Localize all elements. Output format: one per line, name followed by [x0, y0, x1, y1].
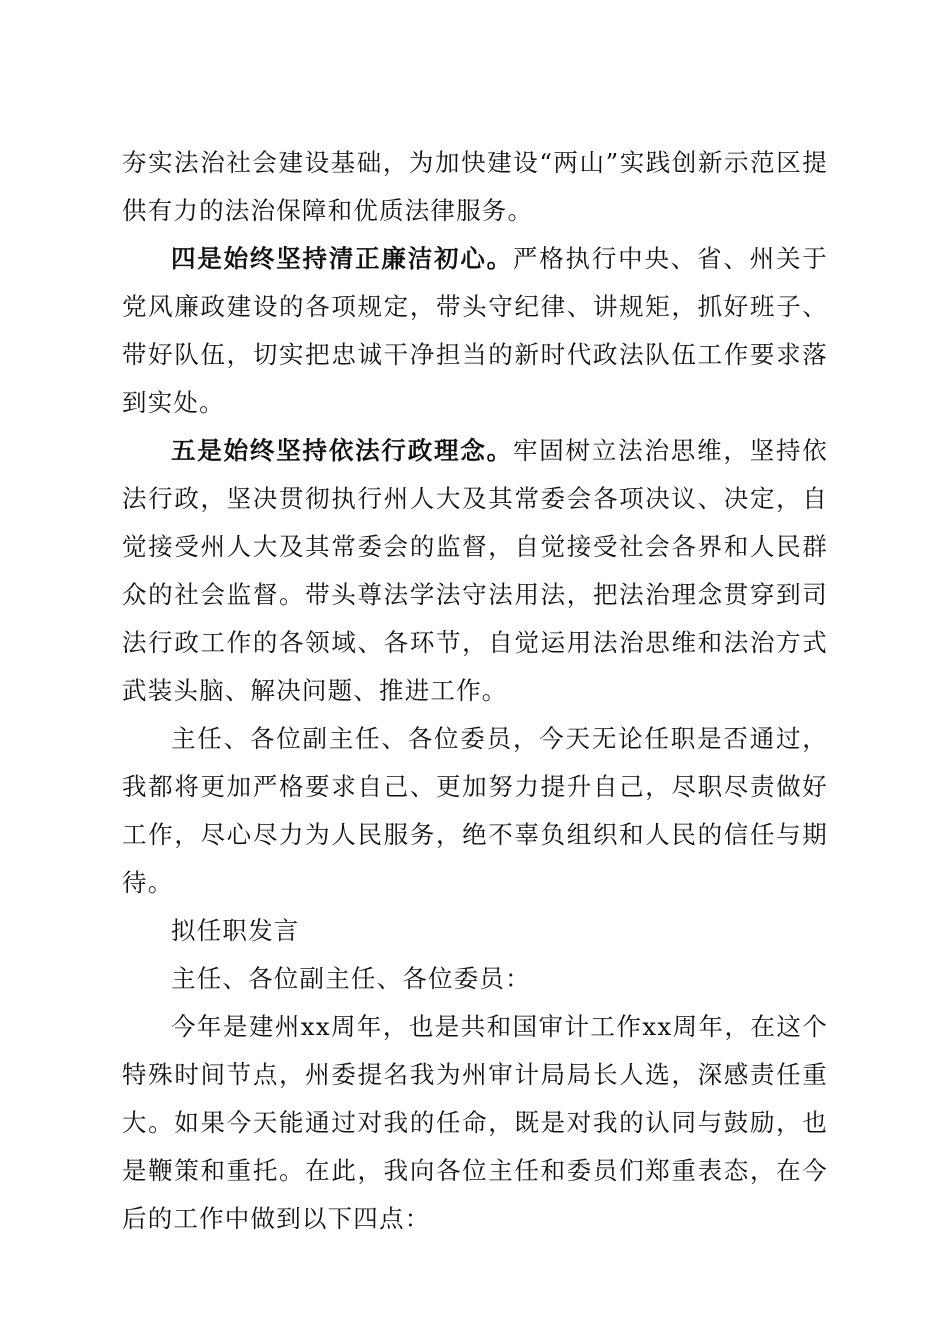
paragraph-7 — [122, 1003, 828, 1243]
paragraph-1-text: 夯实法治社会建设基础，为加快建设“两山”实践创新示范区提供有力的法治保障和优质法律服务。 — [122, 148, 828, 225]
paragraph-1 — [122, 139, 828, 235]
paragraph-4-text: 主任、各位副主任、各位委员，今天无论任职是否通过，我都将更加严格要求自己、更加努力提升自己，尽职尽责做好工作，尽心尽力为人民服务，绝不辜负组织和人民的信任与期待。 — [122, 724, 828, 897]
paragraph-3-text: 牢固树立法治思维，坚持依法行政，坚决贯彻执行州人大及其常委会各项决议、决定，自觉接受州人大及其常委会的监督，自觉接受社会各界和人民群众的社会监督。带头尊法学法守法用法，把法治理念贯穿到司法行政工作的各领域、各环节，自觉运用法治思维和法治方式武装头脑、解决问题、推进工作。 — [122, 436, 828, 705]
section-title-text: 拟任职发言 — [171, 916, 300, 945]
paragraph-2 — [122, 235, 828, 427]
paragraph-4 — [122, 715, 828, 907]
paragraph-2-text: 严格执行中央、省、州关于党风廉政建设的各项规定，带头守纪律、讲规矩，抓好班子、带好队伍，切实把忠诚干净担当的新时代政法队伍工作要求落到实处。 — [122, 244, 828, 417]
paragraph-2-heading: 四是始终坚持清正廉洁初心。 — [171, 244, 513, 273]
salutation — [122, 955, 828, 1003]
salutation-text: 主任、各位副主任、各位委员： — [171, 964, 531, 993]
paragraph-3-heading: 五是始终坚持依法行政理念。 — [171, 436, 513, 465]
document-body — [122, 139, 828, 1243]
section-title — [122, 907, 828, 955]
paragraph-3 — [122, 427, 828, 715]
paragraph-7-text: 今年是建州xx周年，也是共和国审计工作xx周年，在这个特殊时间节点，州委提名我为州审计局局长人选，深感责任重大。如果今天能通过对我的任命，既是对我的认同与鼓励，也是鞭策和重托。在此，我向各位主任和委员们郑重表态，在今后的工作中做到以下四点： — [122, 1012, 828, 1233]
